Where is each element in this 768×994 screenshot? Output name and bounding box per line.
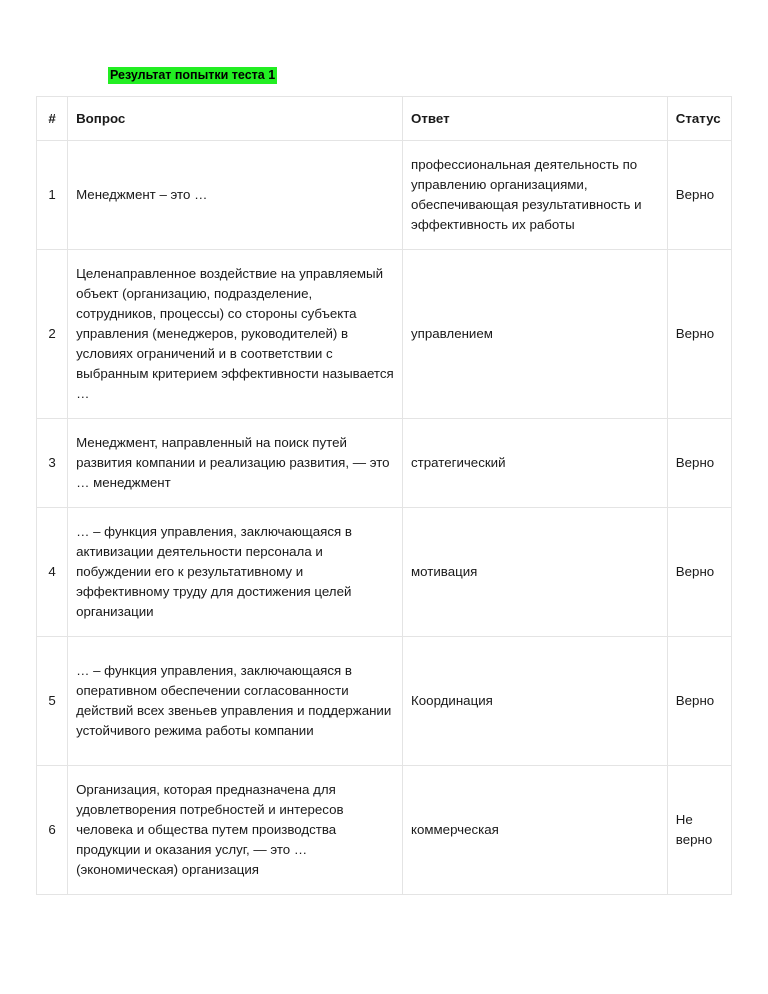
row-answer: управлением [403,250,668,419]
row-answer: стратегический [403,419,668,508]
row-number: 4 [37,508,68,637]
row-answer: профессиональная деятельность по управлению организациями, обеспечивающая результативность и эффективность их работы [403,141,668,250]
row-question: Менеджмент, направленный на поиск путей развития компании и реализацию развития, — это … менеджмент [68,419,403,508]
row-question: … – функция управления, заключающаяся в активизации деятельности персонала и побуждении его к результативному и эффективному труду для достижения целей организации [68,508,403,637]
header-status: Статус [667,97,731,141]
row-status: Верно [667,637,731,766]
table-row [37,508,732,637]
header-number: # [37,97,68,141]
row-answer: Координация [403,637,668,766]
header-answer: Ответ [403,97,668,141]
table-row [37,637,732,766]
header-question: Вопрос [68,97,403,141]
row-status: Верно [667,250,731,419]
row-question: … – функция управления, заключающаяся в оперативном обеспечении согласованности действий всех звеньев управления и поддержании устойчивого режима работы компании [68,637,403,766]
row-status: Верно [667,419,731,508]
table-row [37,766,732,895]
row-number: 6 [37,766,68,895]
row-question: Менеджмент – это … [68,141,403,250]
row-answer: мотивация [403,508,668,637]
row-status: Не верно [667,766,731,895]
row-number: 3 [37,419,68,508]
row-question: Целенаправленное воздействие на управляемый объект (организацию, подразделение, сотрудников, процессы) со стороны субъекта управления (менеджеров, руководителей) в условиях ограничений и в соответствии с выбранным критерием эффективности называется … [68,250,403,419]
row-status: Верно [667,141,731,250]
row-number: 1 [37,141,68,250]
table-header-row [37,97,732,141]
table-row [37,141,732,250]
table-row [37,419,732,508]
row-question: Организация, которая предназначена для удовлетворения потребностей и интересов человека и общества путем производства продукции и оказания услуг, — это … (экономическая) организация [68,766,403,895]
row-number: 5 [37,637,68,766]
page-title: Результат попытки теста 1 [110,68,276,82]
row-answer: коммерческая [403,766,668,895]
results-table [36,96,732,895]
row-status: Верно [667,508,731,637]
row-number: 2 [37,250,68,419]
table-row [37,250,732,419]
